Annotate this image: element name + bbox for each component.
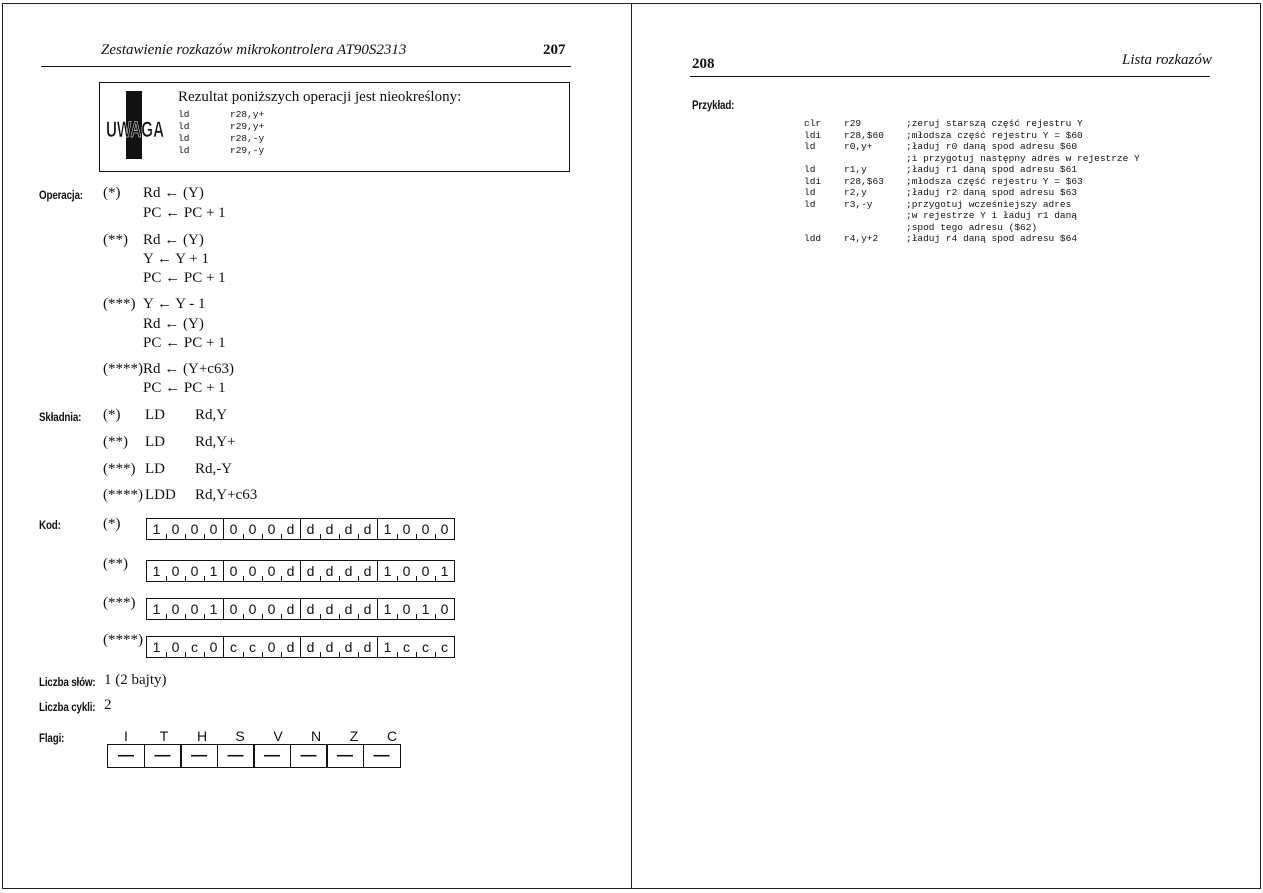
flag-value: — — [144, 744, 182, 768]
code-nibble — [224, 561, 301, 581]
code-bit: 1 — [383, 639, 392, 655]
syntax-label: Składnia: — [39, 410, 82, 424]
code-bit: 0 — [166, 637, 185, 657]
op-line: Rd ← (Y) — [143, 316, 204, 332]
code-arg: r0,y+ — [844, 141, 873, 152]
flag-value: — — [253, 744, 291, 768]
code-comment: ;ładuj r4 daną spod adresu $64 — [906, 233, 1078, 244]
header-rule — [690, 76, 1210, 77]
code-bit: 1 — [204, 599, 223, 619]
op-line: PC ← PC + 1 — [143, 270, 226, 286]
code-bit: 1 — [204, 561, 223, 581]
code-bit: d — [306, 563, 315, 579]
code-bit: 0 — [204, 637, 223, 657]
code-bit: 1 — [383, 601, 392, 617]
code-op: ld — [804, 164, 816, 175]
syntax-marker: (****) — [103, 487, 143, 503]
example-label: Przykład: — [692, 98, 735, 112]
code-op: ld — [804, 141, 816, 152]
code-bit: 0 — [229, 521, 238, 537]
flag-name: S — [235, 728, 245, 744]
flags-label: Flagi: — [39, 731, 65, 745]
warning-line-op: ld — [178, 121, 190, 132]
code-bit: 0 — [243, 561, 262, 581]
code-nibble — [147, 561, 224, 581]
code-nibble — [378, 561, 454, 581]
code-nibble — [301, 519, 378, 539]
header-rule — [41, 66, 571, 67]
code-bit: 0 — [185, 561, 204, 581]
code-bit: 1 — [435, 561, 454, 581]
syntax-mnemonic: LDD — [145, 487, 176, 503]
code-op: ld — [804, 187, 816, 198]
code-bit: d — [339, 561, 358, 581]
syntax-marker: (*) — [103, 407, 121, 423]
code-nibble — [147, 637, 224, 657]
code-bit: d — [281, 519, 300, 539]
warning-line-arg: r29,-y — [230, 145, 265, 156]
code-bit: 1 — [383, 563, 392, 579]
code-nibble — [224, 637, 301, 657]
code-bit: 0 — [229, 563, 238, 579]
code-nibble — [301, 599, 378, 619]
op-line: PC ← PC + 1 — [143, 380, 226, 396]
code-bit: d — [281, 637, 300, 657]
code-nibble — [378, 599, 454, 619]
code-comment: ;młodsza część rejestru Y = $63 — [906, 175, 1083, 187]
warning-logo — [104, 91, 166, 159]
code-op: clr — [804, 118, 822, 129]
code-bit: 0 — [397, 519, 416, 539]
code-op: ld — [804, 198, 816, 210]
code-marker: (***) — [103, 595, 136, 611]
op-line: Y ← Y + 1 — [143, 251, 209, 267]
op-line: PC ← PC + 1 — [143, 335, 226, 351]
code-op: ldi — [804, 175, 822, 187]
code-bit: 1 — [152, 521, 161, 537]
syntax-operands: Rd,Y — [195, 407, 228, 423]
code-bit: c — [397, 637, 416, 657]
warning-line-arg: r28,-y — [230, 133, 265, 144]
code-bit: d — [358, 561, 377, 581]
code-bit: c — [185, 637, 204, 657]
code-row — [146, 636, 455, 658]
operation-label: Operacja: — [39, 188, 83, 202]
code-label: Kod: — [39, 518, 61, 532]
flag-name: H — [196, 728, 208, 744]
flag-name: C — [386, 728, 398, 744]
warning-text: Rezultat poniższych operacji jest nieokreślony: — [178, 89, 462, 105]
code-nibble — [378, 519, 454, 539]
code-nibble — [224, 599, 301, 619]
syntax-marker: (**) — [103, 434, 128, 450]
cycles-value: 2 — [104, 697, 112, 713]
op-line: Rd ← (Y+c63) — [143, 361, 234, 377]
code-bit: 0 — [166, 561, 185, 581]
syntax-operands: Rd,Y+c63 — [195, 487, 258, 503]
code-comment: ;w rejestrze Y i ładuj r1 daną — [906, 210, 1078, 221]
code-bit: 0 — [262, 599, 281, 619]
code-row — [146, 518, 455, 540]
warning-line-op: ld — [178, 109, 190, 120]
code-comment: ;ładuj r0 daną spod adresu $60 — [906, 141, 1078, 152]
code-bit: 1 — [416, 599, 435, 619]
code-bit: 0 — [185, 599, 204, 619]
code-arg: r3,-y — [844, 198, 873, 210]
code-nibble — [147, 519, 224, 539]
warning-box — [99, 82, 570, 172]
code-bit: c — [243, 637, 262, 657]
code-comment: ;ładuj r2 daną spod adresu $63 — [906, 187, 1078, 198]
warning-line-arg: r28,y+ — [230, 109, 265, 120]
code-marker: (**) — [103, 556, 128, 572]
flag-name: T — [159, 728, 169, 744]
code-bit: 0 — [397, 599, 416, 619]
syntax-operands: Rd,-Y — [195, 461, 233, 477]
flag-value: — — [290, 744, 328, 768]
op-line: Rd ← (Y) — [143, 185, 204, 201]
code-bit: c — [435, 637, 454, 657]
op-marker: (***) — [103, 296, 136, 312]
flag-name: V — [273, 728, 283, 744]
code-nibble — [378, 637, 454, 657]
code-bit: d — [358, 637, 377, 657]
code-op: ldd — [804, 233, 822, 244]
syntax-mnemonic: LD — [145, 434, 165, 450]
flag-value: — — [326, 744, 364, 768]
code-bit: d — [339, 637, 358, 657]
code-bit: d — [306, 601, 315, 617]
code-bit: d — [320, 599, 339, 619]
code-bit: 1 — [383, 521, 392, 537]
code-comment: ;młodsza część rejestru Y = $60 — [906, 129, 1083, 141]
flag-name: N — [310, 728, 322, 744]
code-arg: r29 — [844, 118, 862, 129]
code-bit: 1 — [152, 601, 161, 617]
code-arg: r4,y+2 — [844, 233, 879, 244]
code-bit: 1 — [152, 639, 161, 655]
code-op: ldi — [804, 129, 822, 141]
code-bit: 0 — [262, 637, 281, 657]
flag-value: — — [180, 744, 218, 768]
warning-line-arg: r29,y+ — [230, 121, 265, 132]
code-bit: 0 — [243, 599, 262, 619]
code-bit: c — [230, 639, 237, 655]
code-bit: d — [339, 519, 358, 539]
flag-name: I — [124, 728, 128, 744]
left-page-number: 207 — [543, 42, 566, 58]
code-bit: 0 — [416, 561, 435, 581]
code-bit: d — [358, 519, 377, 539]
code-bit: d — [320, 561, 339, 581]
code-bit: 0 — [185, 519, 204, 539]
right-header-title: Lista rozkazów — [1122, 52, 1212, 68]
warning-logo-text: UWAGA — [106, 117, 165, 142]
code-bit: d — [320, 637, 339, 657]
op-line: Rd ← (Y) — [143, 232, 204, 248]
left-header-title: Zestawienie rozkazów mikrokontrolera AT90S2313 — [101, 42, 407, 58]
code-bit: 0 — [397, 561, 416, 581]
warning-line-op: ld — [178, 145, 190, 156]
code-bit: 0 — [166, 519, 185, 539]
code-nibble — [301, 561, 378, 581]
code-row — [146, 560, 455, 582]
flag-value: — — [107, 744, 145, 768]
code-arg: r1,y — [844, 164, 867, 175]
syntax-operands: Rd,Y+ — [195, 434, 236, 450]
code-bit: d — [339, 599, 358, 619]
code-bit: 0 — [243, 519, 262, 539]
code-bit: c — [416, 637, 435, 657]
syntax-mnemonic: LD — [145, 461, 165, 477]
code-bit: d — [320, 519, 339, 539]
flag-name: Z — [349, 728, 359, 744]
code-comment: ;spod tego adresu ($62) — [906, 221, 1038, 233]
op-line: Y ← Y - 1 — [143, 296, 206, 312]
code-bit: 0 — [166, 599, 185, 619]
syntax-marker: (***) — [103, 461, 136, 477]
words-value: 1 (2 bajty) — [104, 672, 167, 688]
code-nibble — [301, 637, 378, 657]
code-arg: r28,$63 — [844, 175, 884, 187]
flag-value: — — [217, 744, 255, 768]
code-comment: ;ładuj r1 daną spod adresu $61 — [906, 164, 1078, 175]
code-bit: 0 — [262, 519, 281, 539]
code-bit: 0 — [435, 519, 454, 539]
code-bit: d — [281, 561, 300, 581]
flag-value: — — [363, 744, 401, 768]
right-page — [631, 3, 1261, 889]
syntax-mnemonic: LD — [145, 407, 165, 423]
code-arg: r2,y — [844, 187, 867, 198]
code-marker: (*) — [103, 516, 121, 532]
code-bit: 0 — [416, 519, 435, 539]
op-marker: (**) — [103, 232, 128, 248]
code-arg: r28,$60 — [844, 129, 884, 141]
code-comment: ;przygotuj wcześniejszy adres — [906, 198, 1072, 210]
code-bit: 0 — [229, 601, 238, 617]
code-bit: 0 — [262, 561, 281, 581]
cycles-label: Liczba cykli: — [39, 700, 96, 714]
code-bit: d — [306, 639, 315, 655]
code-bit: d — [358, 599, 377, 619]
code-bit: 1 — [152, 563, 161, 579]
code-comment: ;i przygotuj następny adres w rejestrze Y — [906, 152, 1140, 164]
op-line: PC ← PC + 1 — [143, 205, 226, 221]
code-bit: d — [306, 521, 315, 537]
right-page-number: 208 — [692, 56, 715, 72]
code-comment: ;zeruj starszą część rejestru Y — [906, 118, 1083, 129]
code-marker: (****) — [103, 632, 143, 648]
code-bit: 0 — [435, 599, 454, 619]
warning-line-op: ld — [178, 133, 190, 144]
code-nibble — [224, 519, 301, 539]
code-bit: d — [281, 599, 300, 619]
op-marker: (*) — [103, 185, 121, 201]
words-label: Liczba słów: — [39, 675, 96, 689]
code-row — [146, 598, 455, 620]
code-bit: 0 — [204, 519, 223, 539]
left-page — [2, 3, 632, 889]
op-marker: (****) — [103, 361, 143, 377]
code-nibble — [147, 599, 224, 619]
